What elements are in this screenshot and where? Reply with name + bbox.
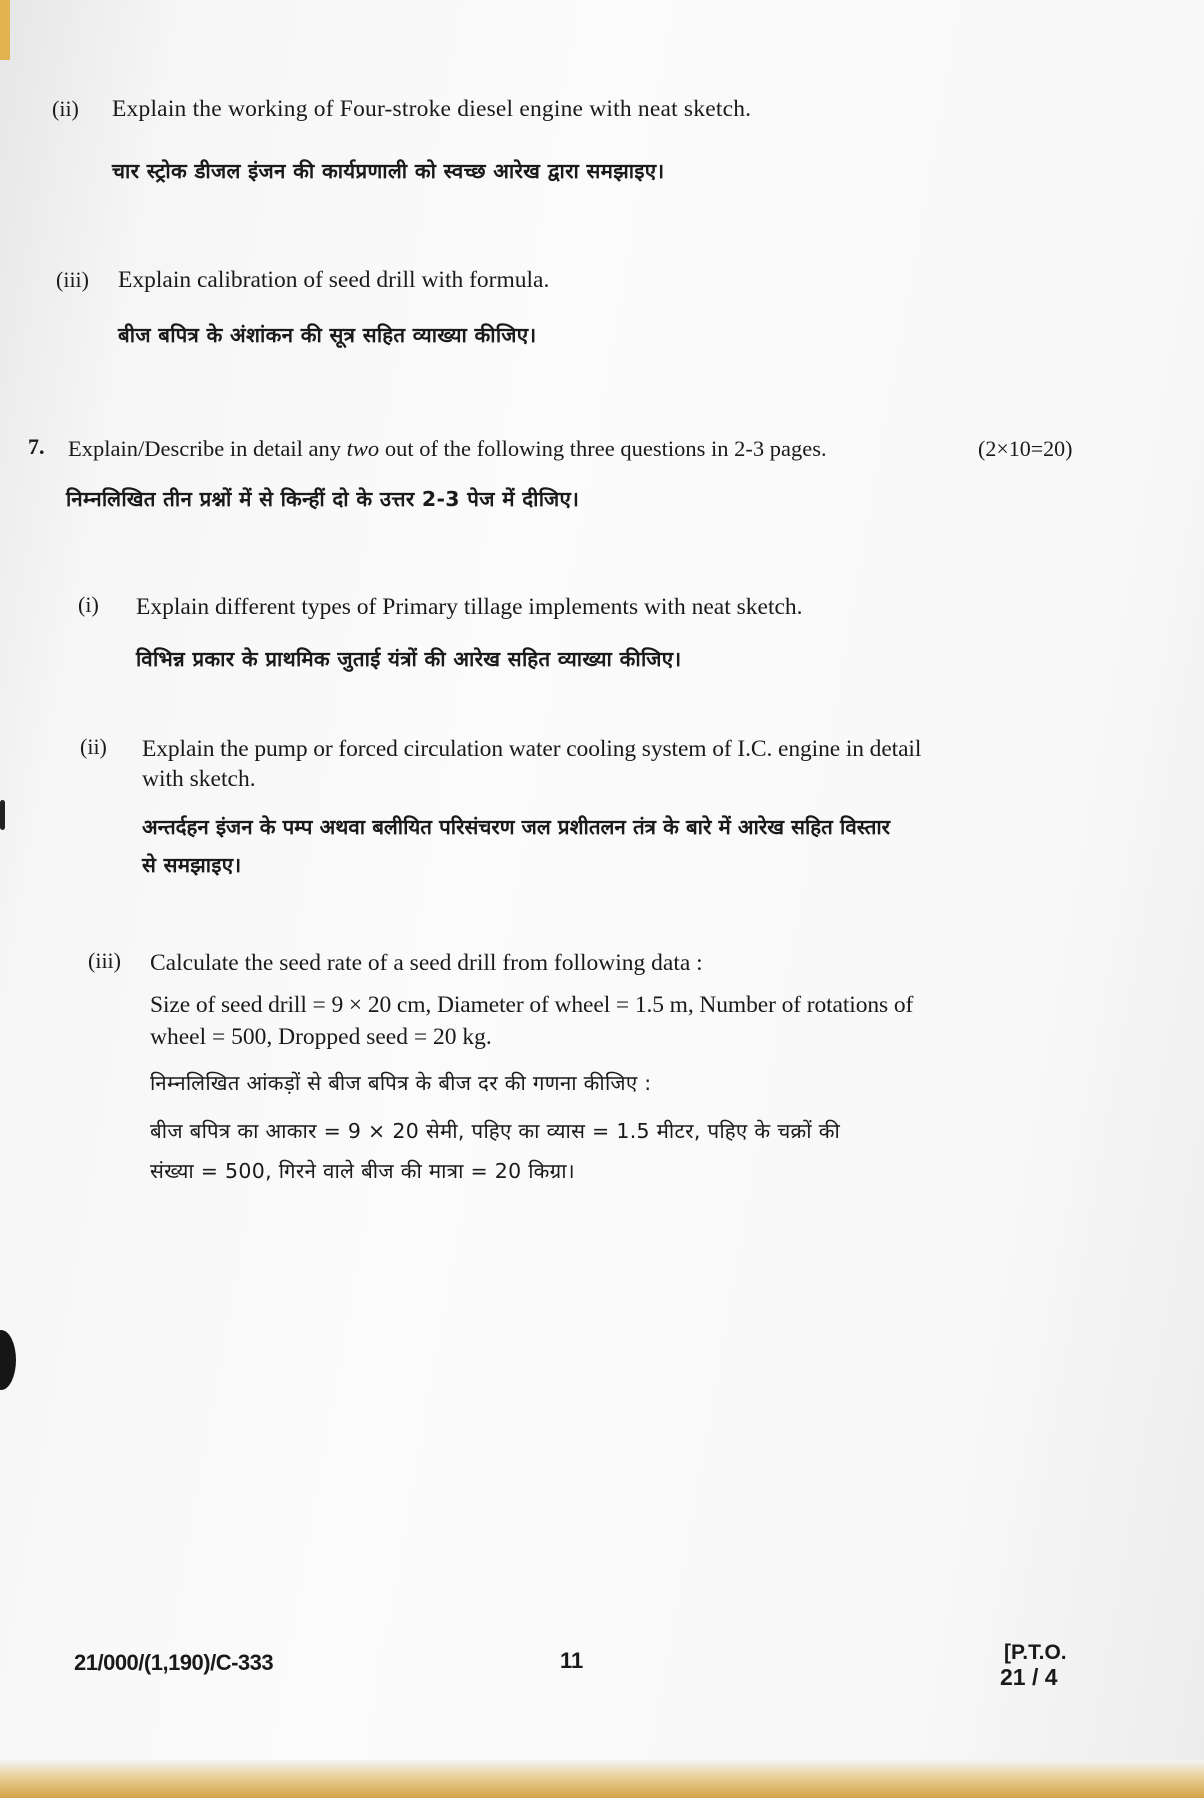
q7-iii-english-line1: Calculate the seed rate of a seed drill from following data : (150, 950, 703, 976)
footer-reference: 21 / 4 (1000, 1664, 1058, 1690)
q7-iii-hindi-line3: संख्या = 500, गिरने वाले बीज की मात्रा = 20 किग्रा। (150, 1159, 575, 1183)
q6-iii-english: Explain calibration of seed drill with formula. (118, 267, 550, 293)
q7-iii-hindi-line2: बीज बपित्र का आकार = 9 × 20 सेमी, पहिए का व्यास = 1.5 मीटर, पहिए के चक्रों की (150, 1119, 841, 1143)
q7-ii-english-line2: with sketch. (142, 766, 256, 792)
footer-pto: [P.T.O. (1004, 1641, 1067, 1664)
q7-english (68, 434, 827, 464)
binder-hole (0, 1330, 16, 1390)
q7-number: 7. (28, 434, 45, 459)
binder-mark (0, 800, 5, 830)
q7-marks: (2×10=20) (978, 436, 1073, 461)
q6-iii-number: (iii) (56, 267, 89, 292)
q7-i-hindi: विभिन्न प्रकार के प्राथमिक जुताई यंत्रों की आरेख सहित व्याख्या कीजिए। (136, 647, 682, 671)
page-bottom-edge (0, 1760, 1204, 1798)
q6-iii-hindi: बीज बपित्र के अंशांकन की सूत्र सहित व्याख्या कीजिए। (118, 323, 537, 347)
q7-iii-number: (iii) (88, 948, 121, 973)
q7-ii-hindi-line1: अन्तर्दहन इंजन के पम्प अथवा बलीयित परिसंचरण जल प्रशीतलन तंत्र के बारे में आरेख सहित विस्तार (142, 815, 891, 839)
q7-iii-english-line2: Size of seed drill = 9 × 20 cm, Diameter of wheel = 1.5 m, Number of rotations of (150, 992, 914, 1018)
q7-i-english: Explain different types of Primary tillage implements with neat sketch. (136, 594, 803, 620)
q7-iii-hindi-line1: निम्नलिखित आंकड़ों से बीज बपित्र के बीज दर की गणना कीजिए : (150, 1071, 652, 1095)
q7-english-pre: Explain/Describe in detail any (68, 436, 347, 461)
q6-ii-english: Explain the working of Four-stroke diesel engine with neat sketch. (112, 96, 752, 122)
q7-english-emphasis: two (346, 436, 380, 461)
q7-i-number: (i) (78, 592, 99, 617)
q6-ii-hindi: चार स्ट्रोक डीजल इंजन की कार्यप्रणाली को स्वच्छ आरेख द्वारा समझाइए। (112, 159, 665, 183)
footer-paper-code: 21/000/(1,190)/C-333 (74, 1650, 274, 1675)
q7-ii-hindi-line2: से समझाइए। (142, 853, 242, 877)
q7-english-post: out of the following three questions in 2-3 pages. (379, 436, 827, 461)
q7-ii-number: (ii) (80, 734, 107, 759)
page-edge (0, 0, 10, 60)
q6-ii-number: (ii) (52, 96, 79, 121)
q7-hindi: निम्नलिखित तीन प्रश्नों में से किन्हीं दो के उत्तर 2-3 पेज में दीजिए। (66, 487, 580, 511)
q7-iii-english-line3: wheel = 500, Dropped seed = 20 kg. (150, 1024, 492, 1050)
q7-ii-english-line1: Explain the pump or forced circulation water cooling system of I.C. engine in detail (142, 736, 922, 762)
footer-page-number: 11 (560, 1648, 584, 1673)
